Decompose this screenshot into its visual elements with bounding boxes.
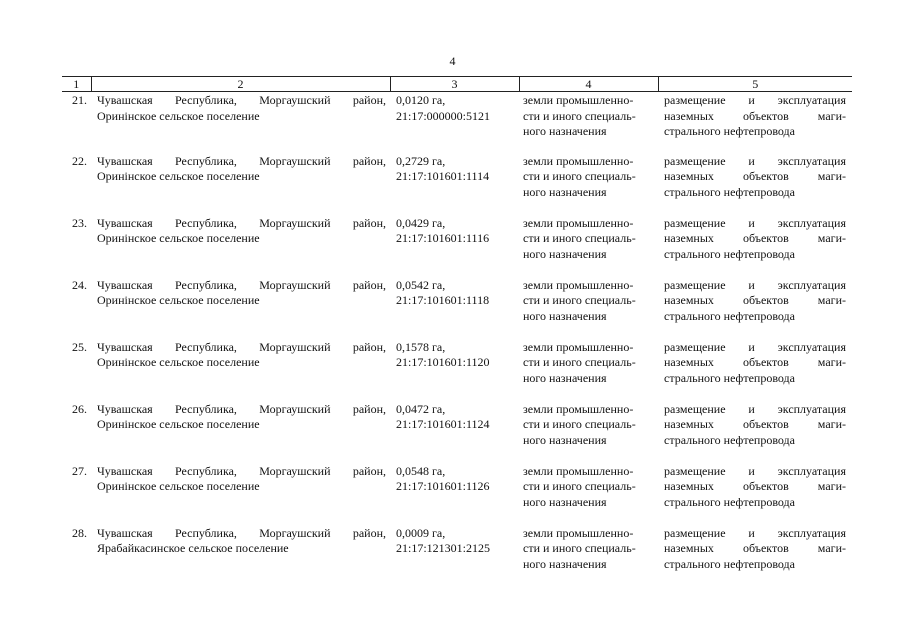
- table-row: [62, 464, 852, 526]
- category-line-2: сти и иного специаль-: [523, 231, 636, 245]
- table-row: [62, 278, 852, 340]
- use-line-3: стрального нефтепровода: [664, 370, 795, 385]
- category-line-3: ного назначения: [523, 370, 607, 385]
- category-line-2: сти и иного специаль-: [523, 479, 636, 493]
- location-cell: [91, 278, 390, 340]
- location-cell: [91, 526, 390, 588]
- permitted-use-cell: [658, 464, 852, 526]
- category-line-2: сти и иного специаль-: [523, 169, 636, 183]
- row-number: 22.: [72, 153, 87, 168]
- location-line-1: Чувашская Республика, Моргаушский район,: [97, 153, 386, 168]
- location-cell: [91, 154, 390, 216]
- permitted-use-cell: [658, 340, 852, 402]
- category-line-3: ного назначения: [523, 246, 607, 261]
- category-line-1: земли промышленно-: [523, 215, 634, 230]
- cadastral-number: 21:17:101601:1120: [396, 355, 490, 369]
- land-category-cell: [519, 526, 658, 588]
- area-cell: [390, 92, 519, 154]
- land-category-cell: [519, 154, 658, 216]
- location-line-1: Чувашская Республика, Моргаушский район,: [97, 339, 386, 354]
- use-line-2: наземных объектов маги-: [664, 169, 846, 183]
- area-cell: [390, 340, 519, 402]
- location-line-2: Оринінское сельское поселение: [97, 169, 260, 183]
- area-value: 0,0542 га,: [396, 277, 446, 292]
- use-line-2: наземных объектов маги-: [664, 231, 846, 245]
- use-line-3: стрального нефтепровода: [664, 432, 795, 447]
- use-line-3: стрального нефтепровода: [664, 184, 795, 199]
- location-line-1: Чувашская Республика, Моргаушский район,: [97, 525, 386, 540]
- use-line-3: стрального нефтепровода: [664, 556, 795, 571]
- category-line-1: земли промышленно-: [523, 339, 634, 354]
- use-line-1: размещение и эксплуатация: [664, 153, 846, 168]
- area-value: 0,0429 га,: [396, 215, 446, 230]
- area-value: 0,2729 га,: [396, 153, 446, 168]
- permitted-use-cell: [658, 526, 852, 588]
- location-line-2: Оринінское сельское поселение: [97, 417, 260, 431]
- page-number: 4: [449, 54, 456, 68]
- row-number: 25.: [72, 339, 87, 354]
- land-category-cell: [519, 216, 658, 278]
- category-line-1: земли промышленно-: [523, 401, 634, 416]
- permitted-use-cell: [658, 278, 852, 340]
- row-number: 28.: [72, 525, 87, 540]
- area-cell: [390, 154, 519, 216]
- land-category-cell: [519, 278, 658, 340]
- location-line-2: Ярабайкасинское сельское поселение: [97, 541, 289, 555]
- category-line-2: сти и иного специаль-: [523, 108, 636, 123]
- location-line-2: Оринінское сельское поселение: [97, 231, 260, 245]
- column-header-1: 1: [62, 77, 91, 92]
- column-header-3: 3: [390, 77, 519, 92]
- category-line-2: сти и иного специаль-: [523, 293, 636, 307]
- cadastral-number: 21:17:121301:2125: [396, 541, 491, 555]
- area-value: 0,0009 га,: [396, 525, 446, 540]
- category-line-1: земли промышленно-: [523, 463, 634, 478]
- land-category-cell: [519, 92, 658, 154]
- category-line-3: ного назначения: [523, 556, 607, 571]
- land-category-cell: [519, 402, 658, 464]
- category-line-1: земли промышленно-: [523, 525, 634, 540]
- land-plots-table: [62, 76, 852, 588]
- area-value: 0,0548 га,: [396, 463, 446, 478]
- use-line-3: стрального нефтепровода: [664, 124, 795, 138]
- table-body: [62, 92, 852, 588]
- cadastral-number: 21:17:101601:1114: [396, 169, 490, 183]
- use-line-1: размещение и эксплуатация: [664, 215, 846, 230]
- category-line-3: ного назначения: [523, 494, 607, 509]
- table-row: [62, 340, 852, 402]
- category-line-2: сти и иного специаль-: [523, 355, 636, 369]
- category-line-3: ного назначения: [523, 432, 607, 447]
- permitted-use-cell: [658, 154, 852, 216]
- table-row: [62, 402, 852, 464]
- use-line-2: наземных объектов маги-: [664, 479, 846, 493]
- land-category-cell: [519, 464, 658, 526]
- location-cell: [91, 464, 390, 526]
- category-line-1: земли промышленно-: [523, 277, 634, 292]
- permitted-use-cell: [658, 402, 852, 464]
- area-cell: [390, 402, 519, 464]
- use-line-2: наземных объектов маги-: [664, 355, 846, 369]
- location-cell: [91, 216, 390, 278]
- column-header-5: 5: [658, 77, 852, 92]
- table-row: [62, 92, 852, 154]
- permitted-use-cell: [658, 92, 852, 154]
- use-line-2: наземных объектов маги-: [664, 541, 846, 555]
- use-line-1: размещение и эксплуатация: [664, 93, 846, 107]
- use-line-1: размещение и эксплуатация: [664, 277, 846, 292]
- use-line-1: размещение и эксплуатация: [664, 401, 846, 416]
- category-line-3: ного назначения: [523, 308, 607, 323]
- use-line-2: наземных объектов маги-: [664, 108, 846, 123]
- location-line-1: Чувашская Республика, Моргаушский район,: [97, 215, 386, 230]
- category-line-1: земли промышленно-: [523, 93, 634, 107]
- use-line-3: стрального нефтепровода: [664, 308, 795, 323]
- column-header-2: 2: [91, 77, 390, 92]
- use-line-2: наземных объектов маги-: [664, 293, 846, 307]
- location-cell: [91, 340, 390, 402]
- area-cell: [390, 526, 519, 588]
- category-line-3: ного назначения: [523, 184, 607, 199]
- location-line-2: Оринінское сельское поселение: [97, 293, 260, 307]
- area-cell: [390, 278, 519, 340]
- location-cell: [91, 92, 390, 154]
- area-cell: [390, 464, 519, 526]
- land-category-cell: [519, 340, 658, 402]
- row-number: 26.: [72, 401, 87, 416]
- table-header: [62, 77, 852, 92]
- use-line-1: размещение и эксплуатация: [664, 463, 846, 478]
- location-line-1: Чувашская Республика, Моргаушский район,: [97, 93, 386, 107]
- location-line-2: Оринінское сельское поселение: [97, 108, 260, 123]
- cadastral-number: 21:17:101601:1126: [396, 479, 490, 493]
- header-row: [62, 77, 852, 92]
- row-number: 23.: [72, 215, 87, 230]
- cadastral-number: 21:17:101601:1116: [396, 231, 490, 245]
- use-line-1: размещение и эксплуатация: [664, 525, 846, 540]
- category-line-3: ного назначения: [523, 124, 607, 138]
- table-row: [62, 154, 852, 216]
- area-value: 0,1578 га,: [396, 339, 446, 354]
- location-line-2: Оринінское сельское поселение: [97, 355, 260, 369]
- use-line-3: стрального нефтепровода: [664, 246, 795, 261]
- cadastral-number: 21:17:101601:1118: [396, 293, 490, 307]
- table-row: [62, 216, 852, 278]
- cadastral-number: 21:17:101601:1124: [396, 417, 490, 431]
- column-header-4: 4: [519, 77, 658, 92]
- location-line-1: Чувашская Республика, Моргаушский район,: [97, 277, 386, 292]
- use-line-2: наземных объектов маги-: [664, 417, 846, 431]
- location-line-1: Чувашская Республика, Моргаушский район,: [97, 463, 386, 478]
- area-value: 0,0472 га,: [396, 401, 446, 416]
- category-line-2: сти и иного специаль-: [523, 541, 636, 555]
- category-line-1: земли промышленно-: [523, 153, 634, 168]
- use-line-1: размещение и эксплуатация: [664, 339, 846, 354]
- row-number: 21.: [72, 93, 87, 107]
- row-number: 27.: [72, 463, 87, 478]
- use-line-3: стрального нефтепровода: [664, 494, 795, 509]
- permitted-use-cell: [658, 216, 852, 278]
- cadastral-number: 21:17:000000:5121: [396, 108, 491, 123]
- table-row: [62, 526, 852, 588]
- location-line-1: Чувашская Республика, Моргаушский район,: [97, 401, 386, 416]
- location-cell: [91, 402, 390, 464]
- category-line-2: сти и иного специаль-: [523, 417, 636, 431]
- area-cell: [390, 216, 519, 278]
- row-number: 24.: [72, 277, 87, 292]
- area-value: 0,0120 га,: [396, 93, 446, 107]
- location-line-2: Оринінское сельское поселение: [97, 479, 260, 493]
